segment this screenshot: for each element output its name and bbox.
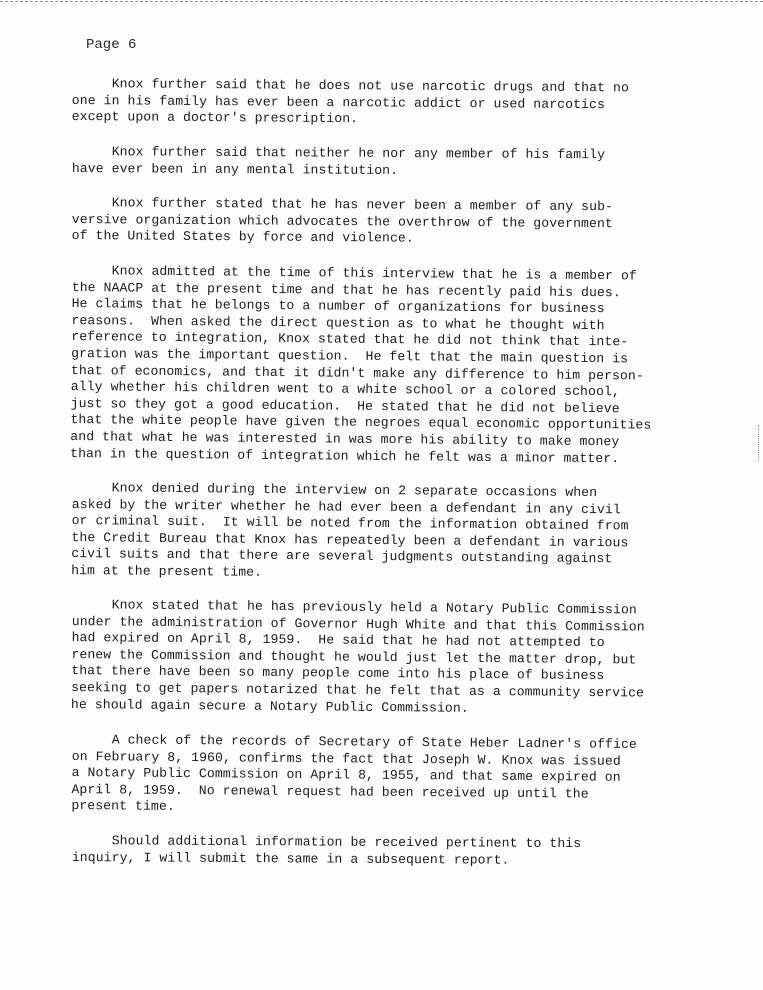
page-number: Page 6 xyxy=(86,37,137,53)
scan-edge-mark xyxy=(758,425,761,461)
paragraph-civil-suits: Knox denied during the interview on 2 separate occasions when asked by the writer whether he had ever been a defendant in any civil or criminal suit. It will be noted from the information obtained from the Credit Bureau that Knox has repeatedly been a defendant in various civil suits and that there are several judgments outstanding against him at the present time. xyxy=(71,479,629,580)
paragraph-narcotics: Knox further said that he does not use narcotic drugs and that no one in his family has ever been a narcotic addict or used narcotics except upon a doctor's prescription. xyxy=(71,76,630,127)
paragraph-notary-commission: Knox stated that he has previously held a Notary Public Commission under the administration of Governor Hugh White and that this Commission had expired on April 8, 1959. He said that he had not attempted to renew the Commission and thought he would just let the matter drop, but that there have been so many people come into his place of business seeking to get papers notarized that he felt that as a community service he should again secure a Notary Public Commission. xyxy=(70,597,645,716)
paragraph-closing: Should additional information be received pertinent to this inquiry, I will submit the same in a subsequent report. xyxy=(71,832,582,867)
document-body xyxy=(72,76,744,884)
paragraph-records-check: A check of the records of Secretary of State Heber Ladner's office on February 8, 1960, confirms the fact that Joseph W. Knox was issued a Notary Public Commission on April 8, 1955, and that same expired on April 8, 1959. No renewal request had been received up until the present time. xyxy=(71,731,637,814)
paragraph-mental-institution: Knox further said that neither he nor any member of his family have ever been in any mental institution. xyxy=(71,143,606,178)
paragraph-subversive-organization: Knox further stated that he has never been a member of any sub- versive organization which advocates the overthrow of the government of the United States by force and violence. xyxy=(71,194,614,246)
paragraph-naacp-membership: Knox admitted at the time of this interview that he is a member of the NAACP at the present time and that he has recently paid his dues. He claims that he belongs to a number of organizations for business reasons. When asked the direct question as to what he thought with reference to integration, Knox stated that he did not think that inte- gration was the important question. He felt that the main question is that of economics, and that it didn't make any difference to him person- ally whether his children went to a white school or a colored school, just so they got a good education. He stated that he did not believe that the white people have given the negroes equal economic opportunities and that what he was interested in was more his ability to make money than in the question of integration which he felt was a minor matter. xyxy=(70,262,652,466)
page-top-edge xyxy=(0,1,763,2)
